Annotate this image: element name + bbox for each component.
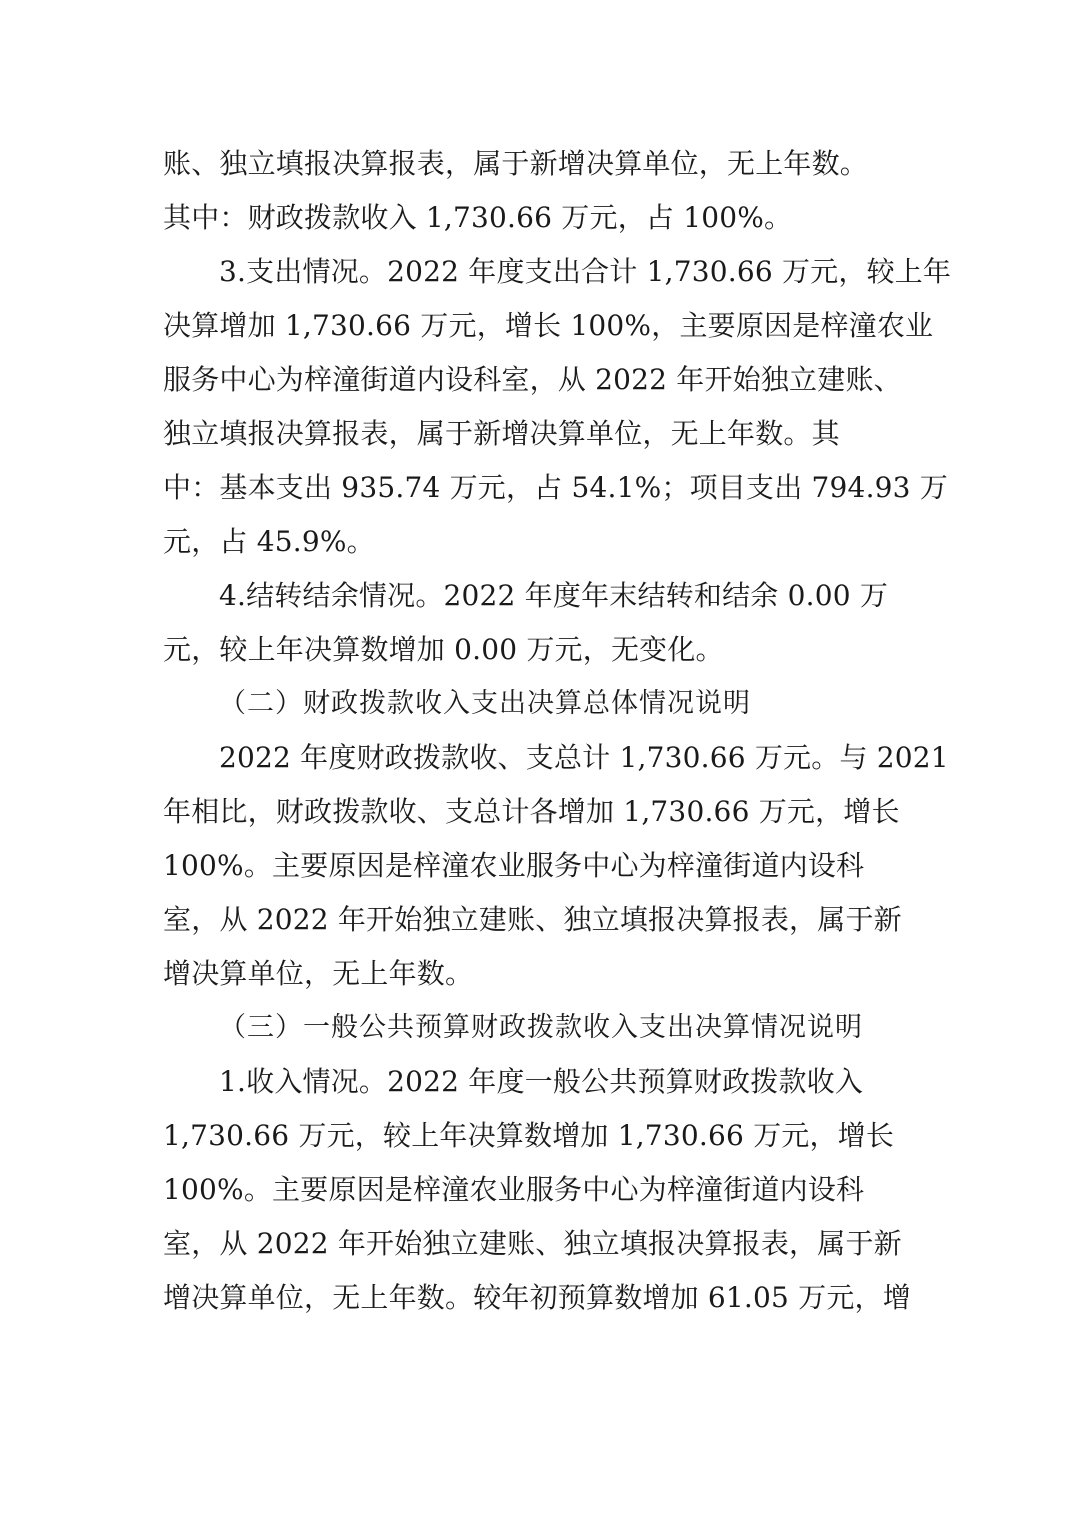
text-line: 增决算单位，无上年数。较年初预算数增加 61.05 万元，增 bbox=[163, 1281, 911, 1314]
text-line: 元，占 45.9%。 bbox=[163, 525, 375, 558]
text-line: 室，从 2022 年开始独立建账、独立填报决算报表，属于新 bbox=[163, 1227, 902, 1260]
paragraph-fiscal-total-start: 2022 年度财政拨款收、支总计 1,730.66 万元。与 2021 bbox=[219, 741, 949, 774]
text-line: 年相比，财政拨款收、支总计各增加 1,730.66 万元，增长 bbox=[163, 795, 900, 828]
paragraph-income-start: 1.收入情况。2022 年度一般公共预算财政拨款收入 bbox=[219, 1065, 864, 1098]
text-line: 1,730.66 万元，较上年决算数增加 1,730.66 万元，增长 bbox=[163, 1119, 895, 1152]
text-line: 元，较上年决算数增加 0.00 万元，无变化。 bbox=[163, 633, 724, 666]
document-body bbox=[163, 137, 952, 1325]
text-line: 决算增加 1,730.66 万元，增长 100%，主要原因是梓潼农业 bbox=[163, 309, 934, 342]
text-line: 100%。主要原因是梓潼农业服务中心为梓潼街道内设科 bbox=[163, 1173, 865, 1206]
text-line: 100%。主要原因是梓潼农业服务中心为梓潼街道内设科 bbox=[163, 849, 865, 882]
text-line: 中：基本支出 935.74 万元，占 54.1%；项目支出 794.93 万 bbox=[163, 471, 948, 504]
text-line: 其中：财政拨款收入 1,730.66 万元，占 100%。 bbox=[163, 201, 793, 234]
section-heading-3: （三）一般公共预算财政拨款收入支出决算情况说明 bbox=[219, 1012, 863, 1043]
section-heading-2: （二）财政拨款收入支出决算总体情况说明 bbox=[219, 688, 751, 719]
text-line: 独立填报决算报表，属于新增决算单位，无上年数。其 bbox=[163, 417, 840, 450]
text-line: 室，从 2022 年开始独立建账、独立填报决算报表，属于新 bbox=[163, 903, 902, 936]
text-line: 服务中心为梓潼街道内设科室，从 2022 年开始独立建账、 bbox=[163, 363, 902, 396]
text-line: 账、独立填报决算报表，属于新增决算单位，无上年数。 bbox=[163, 147, 869, 180]
paragraph-carryover-start: 4.结转结余情况。2022 年度年末结转和结余 0.00 万 bbox=[219, 579, 889, 612]
paragraph-expenditure-start: 3.支出情况。2022 年度支出合计 1,730.66 万元，较上年 bbox=[219, 255, 952, 288]
text-line: 增决算单位，无上年数。 bbox=[163, 957, 474, 990]
